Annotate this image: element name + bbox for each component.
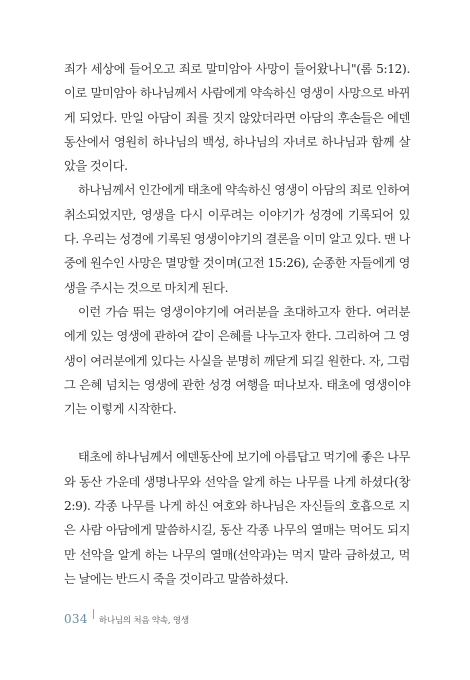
paragraph-2: 하나님께서 인간에게 태초에 약속하신 영생이 아담의 죄로 인하여 취소되었지만, 영생을 다시 이루려는 이야기가 성경에 기록되어 있다. 우리는 성경에 기록된 영생이야기의 결론을 이미 알고 있다. 맨 나중에 원수인 사망은 멸망할 것이며(고전 15:26), 순종한 자들에게 영생을 주시는 것으로 마치게 된다. — [64, 183, 410, 295]
section-gap — [64, 421, 410, 445]
paragraph-1: 죄가 세상에 들어오고 죄로 말미암아 사망이 들어왔나니"(롬 5:12). 이로 말미암아 하나님께서 사람에게 약속하신 영생이 사망으로 바뀌게 되었다. 만일 아담이 죄를 짓지 않았더라면 아담의 후손들은 에덴동산에서 영원히 하나님의 백성, 하나님의 자녀로 하나님과 함께 살았을 것이다. — [64, 62, 410, 174]
paragraph-4: 태초에 하나님께서 에덴동산에 보기에 아름답고 먹기에 좋은 나무와 동산 가운데 생명나무와 선악을 알게 하는 나무를 나게 하셨다(창 2:9). 각종 나무를 나게 하신 여호와 하나님은 자신들의 호흡으로 지은 사람 아담에게 말씀하시길, 동산 각종 나무의 열매는 먹어도 되지만 선악을 알게 하는 나무의 열매(선악과)는 먹지 말라 금하셨고, 먹는 날에는 반드시 죽을 것이라고 말씀하셨다. — [64, 450, 410, 586]
footer-divider — [93, 609, 94, 619]
page-number: 034 — [64, 612, 88, 626]
page-body — [64, 57, 410, 591]
paragraph-3: 이런 가슴 뛰는 영생이야기에 여러분을 초대하고자 한다. 여러분에게 있는 영생에 관하여 같이 은혜를 나누고자 한다. 그리하여 그 영생이 여러분에게 있다는 사실을 분명히 깨닫게 되길 원한다. 자, 그럼 그 은혜 넘치는 영생에 관한 성경 여행을 떠나보자. 태초에 영생이야기는 이렇게 시작한다. — [64, 304, 410, 417]
page-footer — [64, 612, 189, 626]
running-title: 하나님의 처음 약속, 영생 — [98, 616, 189, 626]
